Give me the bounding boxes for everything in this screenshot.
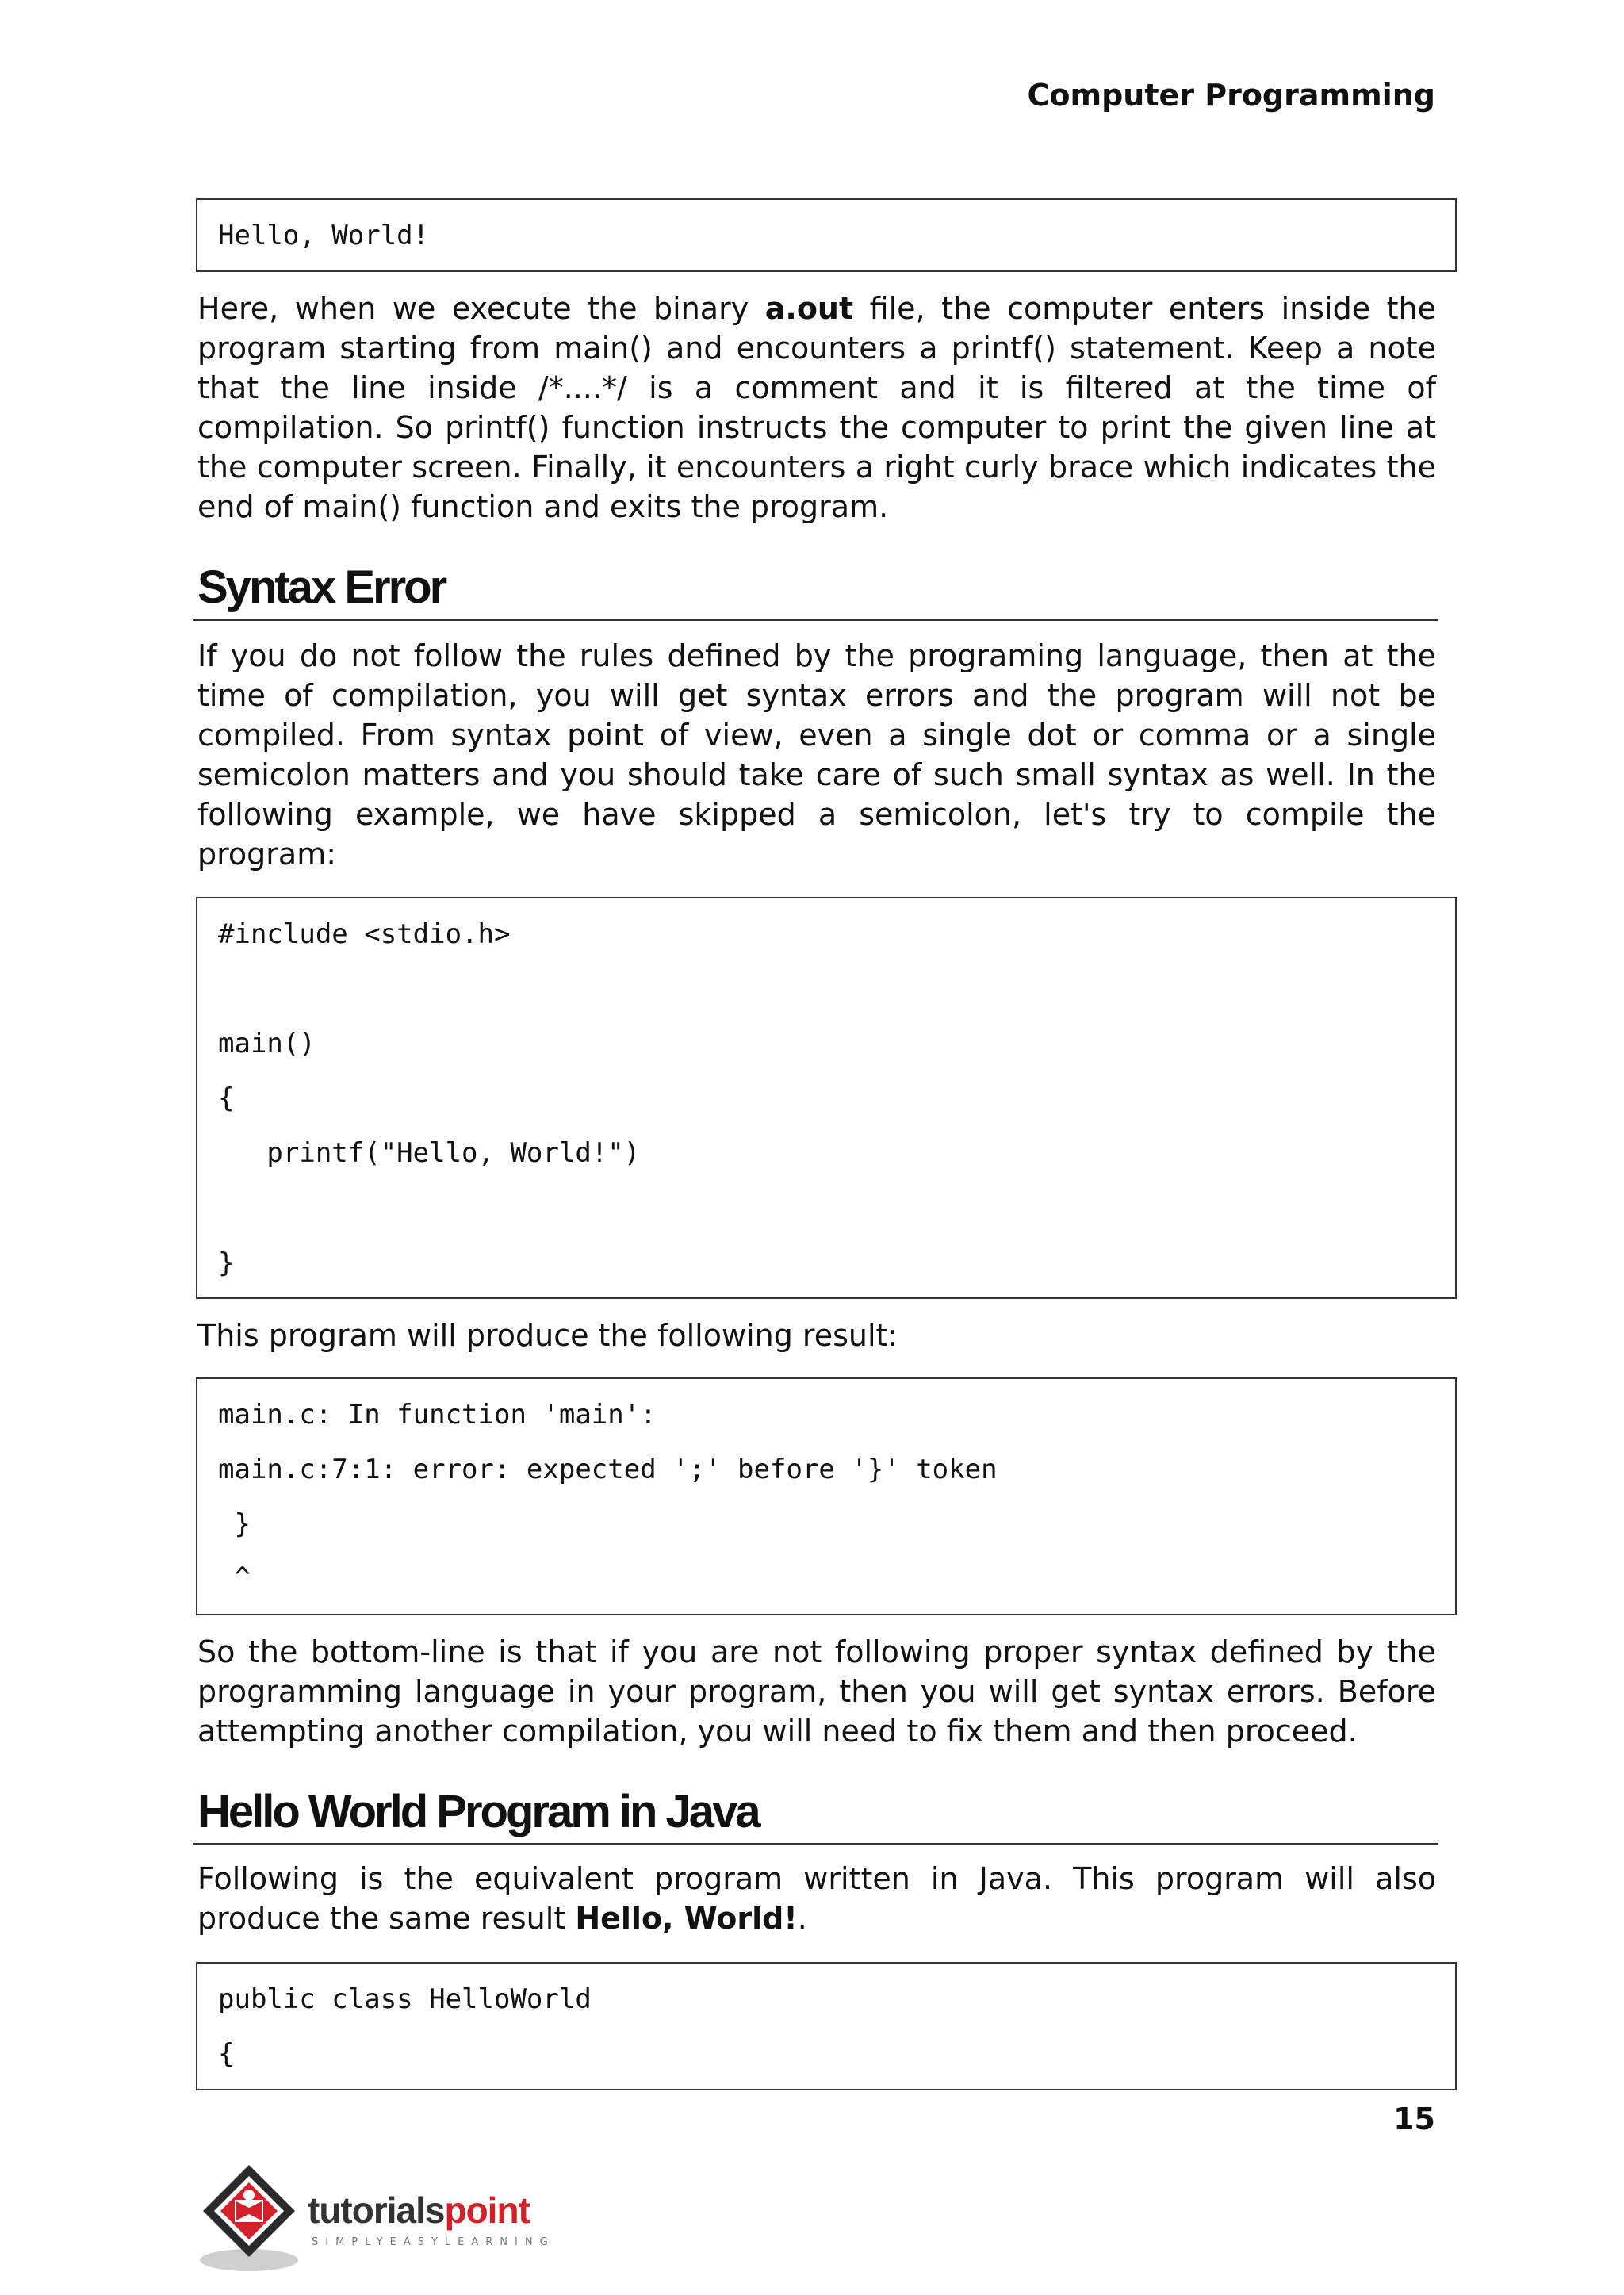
paragraph-text: . [797, 1901, 807, 1936]
code-line: #include <stdio.h> [218, 918, 511, 950]
paragraph-syntax-rules: If you do not follow the rules defined by the programing language, then at the time of compilation, you will get syntax errors and the program will not be compiled. From syntax point of view, even a single dot or comma or a single semicolon matters and you should take care of such small syntax as well. In the following example, we have skipped a semicolon, let's try to compile the program: [197, 638, 1436, 872]
code-block-compiler-error [196, 1377, 1457, 1615]
code-line: } [218, 1508, 251, 1540]
code-block-c-program [196, 897, 1457, 1299]
paragraph-execution [197, 289, 1436, 527]
code-line: main() [218, 1028, 316, 1059]
logo-emblem-icon [197, 2159, 308, 2278]
paragraph-result-intro: This program will produce the following result: [197, 1318, 898, 1353]
heading-underline [193, 1843, 1438, 1845]
code-line: ^ [218, 1561, 251, 1593]
tutorialspoint-logo [197, 2159, 593, 2278]
logo-word-point: point [444, 2190, 530, 2231]
code-line: } [218, 1247, 235, 1279]
logo-wordmark [308, 2189, 530, 2232]
page-header-title: Computer Programming [1027, 78, 1435, 113]
paragraph-bottom-line: So the bottom-line is that if you are not following proper syntax defined by the programming language in your program, then you will get syntax errors. Before attempting another compilation, you will need to fix them and then proceed. [197, 1634, 1436, 1749]
code-line: public class HelloWorld [218, 1983, 592, 2015]
code-line: { [218, 1082, 235, 1114]
paragraph-text: file, the computer enters inside the program starting from main() and encounters a printf() statement. Keep a note that the line inside /*....*/ is a comment and it is filtered at the time of compilation. So printf() function instructs the computer to print the given line at the computer screen. Finally, it encounters a right curly brace which indicates the end of main() function and exits the program. [197, 291, 1436, 524]
code-line: main.c: In function 'main': [218, 1399, 657, 1431]
bold-filename: a.out [764, 291, 854, 326]
code-line: printf("Hello, World!") [218, 1137, 641, 1169]
heading-underline [193, 619, 1438, 621]
code-line: Hello, World! [218, 220, 430, 251]
logo-tagline: SIMPLYEASYLEARNING [312, 2236, 555, 2248]
code-block-output-hello [196, 198, 1457, 272]
page-number: 15 [1393, 2102, 1435, 2136]
paragraph-java-intro [197, 1859, 1436, 1938]
section-heading-java: Hello World Program in Java [197, 1786, 759, 1837]
code-line: main.c:7:1: error: expected ';' before '}' token [218, 1454, 998, 1485]
section-heading-syntax-error: Syntax Error [197, 561, 446, 613]
paragraph-text: Here, when we execute the binary [197, 291, 765, 326]
code-line: { [218, 2038, 235, 2070]
bold-result: Hello, World! [575, 1901, 798, 1936]
code-block-java-program [196, 1962, 1457, 2090]
logo-word-tutorials: tutorials [308, 2190, 445, 2231]
paragraph-text: Following is the equivalent program written in Java. This program will also produce the same result [197, 1861, 1436, 1936]
